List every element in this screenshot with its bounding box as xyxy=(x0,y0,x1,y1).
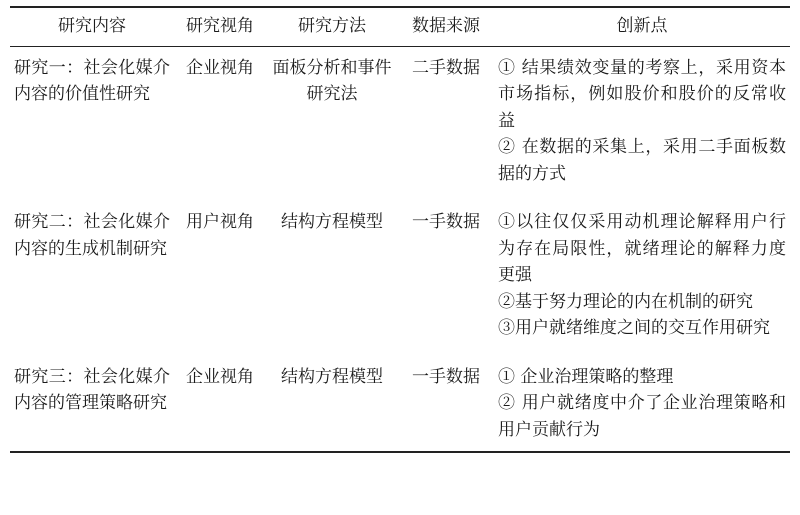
table-row xyxy=(10,203,790,358)
header-research-method: 研究方法 xyxy=(298,16,366,36)
cell-research-method: 结构方程模型 xyxy=(281,212,383,232)
header-innovation: 创新点 xyxy=(616,16,668,36)
header-row xyxy=(10,7,790,46)
cell-research-method: 面板分析和事件研究法 xyxy=(272,57,392,104)
innovation-point: ② 用户就绪度中介了企业治理策略和用户贡献行为 xyxy=(498,393,786,440)
table-header xyxy=(10,7,790,46)
cell-research-method: 结构方程模型 xyxy=(281,366,383,387)
cell-innovation xyxy=(494,46,790,203)
header-data-source: 数据来源 xyxy=(412,16,480,36)
cell-data-source: 一手数据 xyxy=(412,212,480,232)
table-body xyxy=(10,46,790,452)
cell-research-view: 用户视角 xyxy=(186,212,254,232)
cell-innovation xyxy=(494,203,790,358)
cell-innovation xyxy=(494,358,790,453)
cell-research-content: 研究二：社会化媒介内容的生成机制研究 xyxy=(14,212,170,259)
cell-research-content: 研究一：社会化媒介内容的价值性研究 xyxy=(14,57,170,104)
cell-research-view: 企业视角 xyxy=(186,57,254,78)
cell-research-view: 企业视角 xyxy=(186,366,254,387)
table-row xyxy=(10,358,790,453)
cell-data-source: 一手数据 xyxy=(412,366,480,387)
innovation-point: ② 在数据的采集上，采用二手面板数据的方式 xyxy=(498,137,786,184)
innovation-point: ① 结果绩效变量的考察上，采用资本市场指标，例如股价和股价的反常收益 xyxy=(498,57,786,131)
table-row xyxy=(10,46,790,203)
cell-research-content: 研究三：社会化媒介内容的管理策略研究 xyxy=(14,366,170,413)
innovation-point: ① 企业治理策略的整理 xyxy=(498,366,674,387)
innovation-point: ①以往仅仅采用动机理论解释用户行为存在局限性，就绪理论的解释力度更强 xyxy=(498,212,786,285)
header-research-content: 研究内容 xyxy=(58,16,126,36)
cell-data-source: 二手数据 xyxy=(412,57,480,78)
research-table xyxy=(10,6,790,453)
innovation-point: ②基于努力理论的内在机制的研究 xyxy=(498,291,753,312)
header-research-view: 研究视角 xyxy=(186,16,254,36)
innovation-point: ③用户就绪维度之间的交互作用研究 xyxy=(498,318,770,338)
